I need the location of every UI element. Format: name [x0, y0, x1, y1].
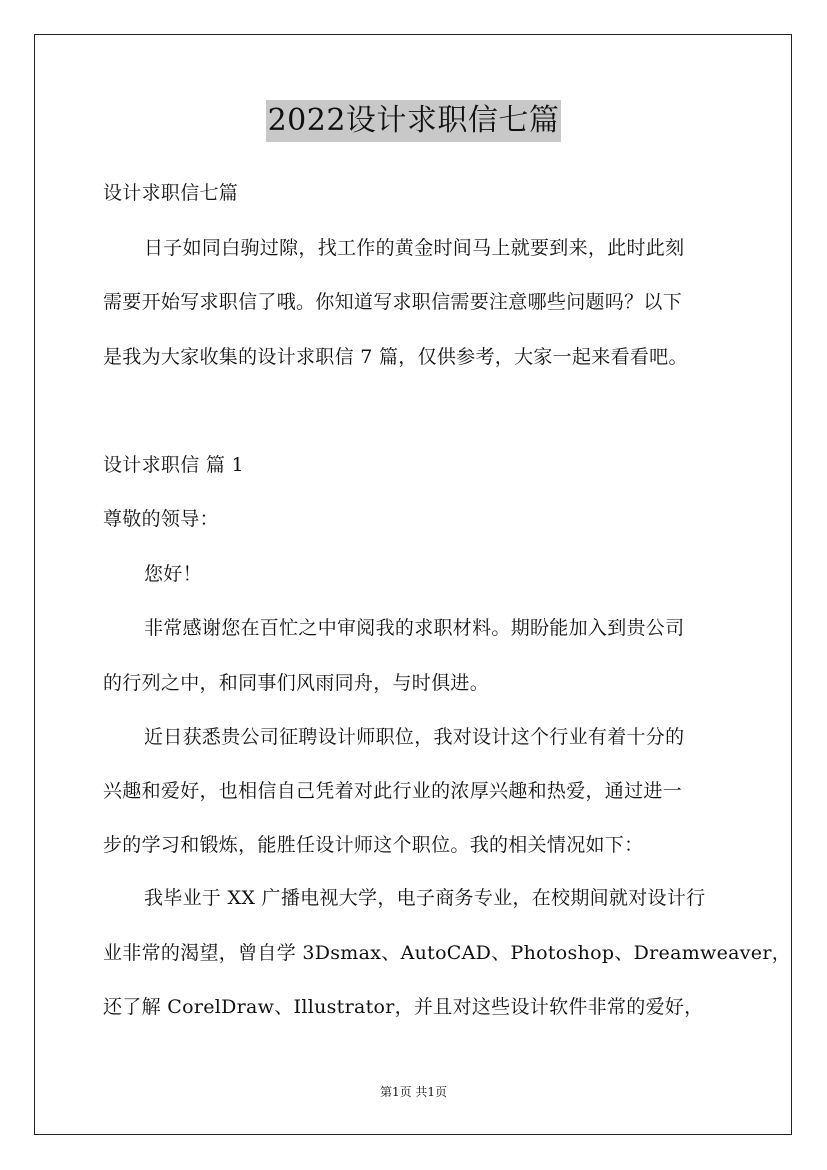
- body-line-1: 非常感谢您在百忙之中审阅我的求职材料。期盼能加入到贵公司: [144, 617, 685, 639]
- body-line-2: 的行列之中，和同事们风雨同舟，与时俱进。: [103, 672, 490, 694]
- body-line-6: 我毕业于 XX 广播电视大学，电子商务专业，在校期间就对设计行: [144, 887, 706, 909]
- salutation: 尊敬的领导：: [103, 508, 219, 530]
- page-footer: 第1页 共1页: [379, 1085, 448, 1099]
- document-title: 2022设计求职信七篇: [266, 100, 562, 142]
- section-heading: 设计求职信 篇 1: [103, 454, 244, 476]
- subtitle: 设计求职信七篇: [103, 182, 239, 204]
- title-container: [0, 100, 827, 142]
- body-line-3: 近日获悉贵公司征聘设计师职位，我对设计这个行业有着十分的: [144, 726, 685, 748]
- intro-line-3: 是我为大家收集的设计求职信 7 篇，仅供参考，大家一起来看看吧。: [103, 346, 688, 368]
- body-line-8: 还了解 CorelDraw、Illustrator，并且对这些设计软件非常的爱好，: [103, 996, 704, 1018]
- intro-line-2: 需要开始写求职信了哦。你知道写求职信需要注意哪些问题吗？以下: [103, 291, 683, 313]
- body-line-7: 业非常的渴望，曾自学 3Dsmax、AutoCAD、Photoshop、Dreamweaver，: [103, 942, 792, 964]
- greeting: 您好！: [144, 563, 202, 585]
- body-line-4: 兴趣和爱好，也相信自己凭着对此行业的浓厚兴趣和热爱，通过进一: [103, 780, 683, 802]
- body-line-5: 步的学习和锻炼，能胜任设计师这个职位。我的相关情况如下：: [103, 834, 644, 856]
- intro-line-1: 日子如同白驹过隙，找工作的黄金时间马上就要到来，此时此刻: [144, 237, 685, 259]
